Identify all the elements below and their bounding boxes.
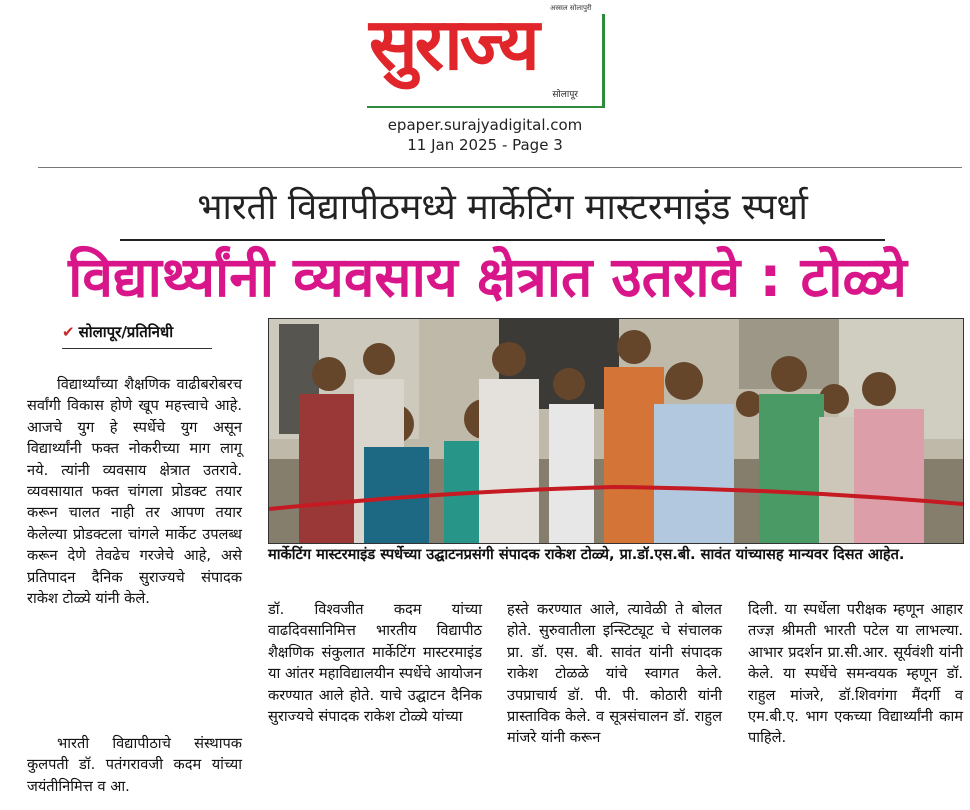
article-column-1 xyxy=(27,374,242,609)
column-3-text: हस्ते करण्यात आले, त्यावेळी ते बोलत होते. सुरुवातीला इन्स्टिट्यूट चे संचालक प्रा. डॉ. एस. बी. सावंत यांनी संपादक राकेश टोळळे यांचे स्वागत केले. उपप्राचार्य डॉ. पी. पी. कोठारी यांनी प्रास्ताविक केले. व सूत्रसंचालन डॉ. राहुल मांजरे यांनी करून xyxy=(507,601,722,747)
article-column-3 xyxy=(507,599,722,749)
column-4-text: दिली. या स्पर्धेला परीक्षक म्हणून आहार तज्ज्ञ श्रीमती भारती पटेल या लाभल्या. आभार प्रदर्शन प्रा.सी.आर. सूर्यवंशी यांनी केले. या स्पर्धेचे समन्वयक म्हणून डॉ. राहुल मांजरे, डॉ.शिवगंगा मैंदर्गी व एम.बी.ए. भाग एकच्या विद्यार्थ्यांनी काम पाहिले. xyxy=(748,601,963,747)
ribbon-cutting-photo xyxy=(269,319,963,543)
epaper-url: epaper.surajyadigital.com xyxy=(387,116,583,134)
edition-date-page: 11 Jan 2025 - Page 3 xyxy=(407,136,563,154)
photo-caption: मार्केटिंग मास्टरमाइंड स्पर्धेच्या उद्घाटनप्रसंगी संपादक राकेश टोळ्ये, प्रा.डॉ.एस.बी. सावंत यांच्यासह मान्यवर दिसत आहेत. xyxy=(268,546,905,563)
masthead-divider xyxy=(38,167,962,168)
byline-text: सोलापूर/प्रतिनिधी xyxy=(78,323,174,341)
column-1-paragraph-2: भारती विद्यापीठाचे संस्थापक कुलपती डॉ. पतंगरावजी कदम यांच्या जयंतीनिमित्त व आ. xyxy=(27,735,242,795)
logo-wordmark: सुराज्य xyxy=(369,2,537,86)
column-2-text: डॉ. विश्वजीत कदम यांच्या वाढदिवसानिमित्त भारतीय विद्यापीठ शैक्षणिक संकुलात मार्केटिंग मास्टरमाइंड या आंतर महाविद्यालयीन स्पर्धेचे आयोजन करण्यात आले होते. याचे उद्घाटन दैनिक सुराज्यचे संपादक राकेश टोळ्ये यांच्या xyxy=(268,601,482,726)
article-column-1-continued xyxy=(27,733,242,797)
article-headline: विद्यार्थ्यांनी व्यवसाय क्षेत्रात उतरावे : टोळ्ये xyxy=(68,245,907,309)
article-kicker: भारती विद्यापीठमध्ये मार्केटिंग मास्टरमाइंड स्पर्धा xyxy=(197,187,808,228)
event-photo xyxy=(268,318,964,544)
logo-city: सोलापूर xyxy=(552,90,578,100)
article-byline xyxy=(62,322,173,342)
column-1-paragraph-1: विद्यार्थ्यांच्या शैक्षणिक वाढीबरोबरच सर्वांगी विकास होणे खूप महत्त्वाचे आहे. आजचे युग हे स्पर्धेचे युग असून विद्यार्थ्यांनी फक्त नोकरीच्या माग लागू नये. त्यांनी व्यवसाय क्षेत्रात उतरावे. व्यवसायात फक्त चांगला प्रोडक्ट तयार करून चालत नाही तर आपण तयार केलेल्या प्रोडक्टला चांगले मार्केट उपलब्ध करून देणे तेवढेच गरजेचे आहे, असे प्रतिपादन दैनिक सुराज्यचे संपादक राकेश टोळ्ये यांनी केले. xyxy=(27,376,242,608)
article-column-4 xyxy=(748,599,963,749)
article-column-2 xyxy=(268,599,482,727)
checkmark-icon: ✔ xyxy=(62,323,75,341)
kicker-underline xyxy=(120,239,885,241)
masthead-tagline: अस्सल सोलापुरी xyxy=(550,4,592,12)
byline-underline xyxy=(62,348,212,349)
